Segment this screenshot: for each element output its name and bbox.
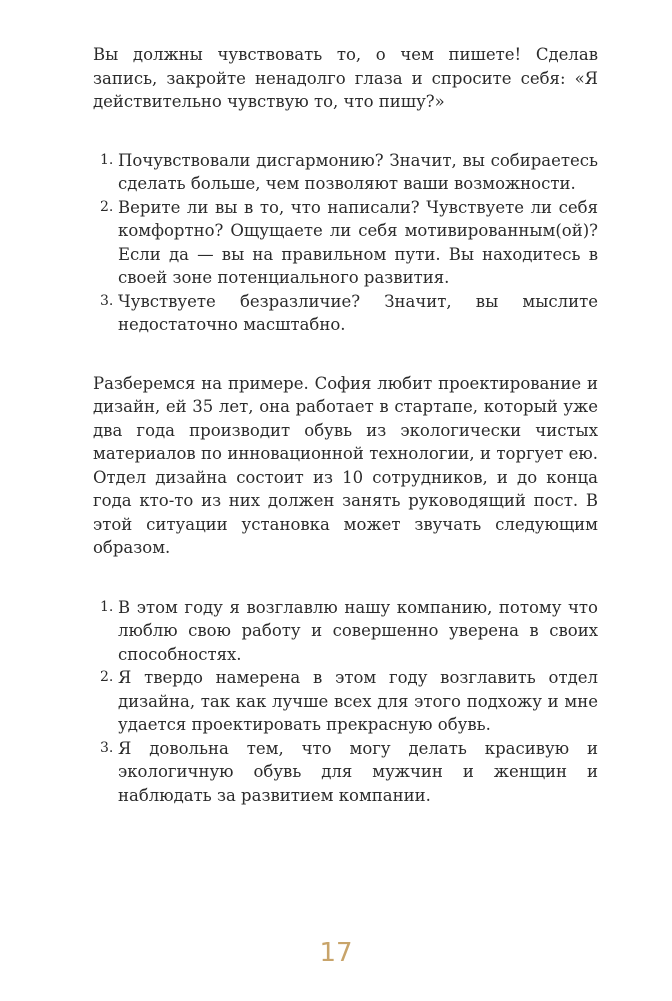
list-item-text: Я твердо намерена в этом году возглавить отдел дизайна, так как лучше всех для этого подхожу и мне удается проектировать прекрасную обувь. — [118, 668, 598, 734]
list-item — [93, 596, 598, 667]
list-item-number: 1. — [100, 598, 114, 615]
page-body — [93, 43, 598, 807]
list-item-text: Я довольна тем, что могу делать красивую и экологичную обувь для мужчин и женщин и наблюдать за развитием компании. — [118, 738, 598, 805]
list-item — [93, 149, 598, 196]
list-item-text: Верите ли вы в то, что написали? Чувствуете ли себя комфортно? Ощущаете ли себя мотивированным(ой)? Если да — вы на правильном пути. Вы находитесь в своей зоне потенциального развития. — [118, 197, 598, 287]
example-paragraph: Разберемся на примере. София любит проектирование и дизайн, ей 35 лет, она работает в стартапе, который уже два года производит обувь из экологически чистых материалов по инновационной технологии, и торгует ею. Отдел дизайна состоит из 10 сотрудников, и до конца года кто-то из них должен занять руководящий пост. В этой ситуации установка может звучать следующим образом. — [93, 373, 598, 557]
list-item-text: Чувствуете безразличие? Значит, вы мыслите недостаточно масштабно. — [118, 291, 598, 334]
feelings-list — [93, 149, 598, 337]
page-number: 17 — [319, 938, 353, 968]
list-item-number: 2. — [100, 198, 114, 215]
list-item — [93, 290, 598, 337]
statements-list — [93, 596, 598, 808]
list-item — [93, 666, 598, 737]
list-item-text: В этом году я возглавлю нашу компанию, потому что люблю свою работу и совершенно уверена в своих способностях. — [118, 597, 598, 664]
intro-paragraph: Вы должны чувствовать то, о чем пишете! Сделав запись, закройте ненадолго глаза и спросите себя: «Я действительно чувствую то, что пишу?» — [93, 45, 598, 111]
list-item-number: 3. — [100, 292, 114, 309]
list-item-number: 2. — [100, 669, 114, 685]
list-item-text: Почувствовали дисгармонию? Значит, вы собираетесь сделать больше, чем позволяют ваши возможности. — [118, 150, 598, 193]
list-item — [93, 737, 598, 808]
list-item-number: 3. — [100, 739, 114, 756]
list-item — [93, 196, 598, 290]
list-item-number: 1. — [100, 151, 114, 168]
